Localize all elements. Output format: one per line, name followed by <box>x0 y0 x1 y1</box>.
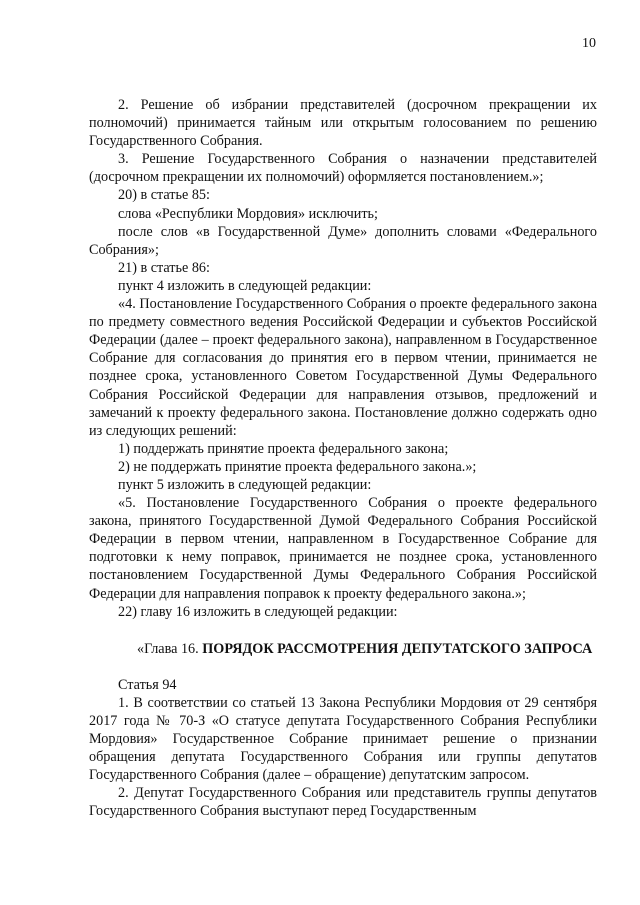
paragraph: 1) поддержать принятие проекта федерального закона; <box>118 440 449 457</box>
chapter-prefix: «Глава 16. <box>137 640 199 657</box>
paragraph: 2. Решение об избрании представителей (досрочном прекращении их полномочий) принимается тайным или открытым голосованием по решению Государственного Собрания. <box>89 97 597 150</box>
chapter-title: ПОРЯДОК РАССМОТРЕНИЯ ДЕПУТАТСКОГО ЗАПРОСА <box>202 640 593 657</box>
paragraph: 22) главу 16 изложить в следующей редакции: <box>118 603 398 620</box>
paragraph: слова «Республики Мордовия» исключить; <box>118 205 378 222</box>
paragraph: «4. Постановление Государственного Собрания о проекте федерального закона по предмету совместного ведения Российской Федерации и субъектов Российской Федерации (далее – проект федерального закона), направленном в Государственное Собрание для согласования до принятия его в первом чтении, принимается не позднее срока, установленного Советом Государственной Думы Федерального Собрания Российской Федерации для направления отзывов, предложений и замечаний к проекту федерального закона. Постановление должно содержать одно из следующих решений: <box>89 296 597 439</box>
paragraph: пункт 5 изложить в следующей редакции: <box>118 476 372 493</box>
article-label: Статья 94 <box>118 676 177 693</box>
page-number: 10 <box>582 36 596 51</box>
paragraph: 1. В соответствии со статьей 13 Закона Республики Мордовия от 29 сентября 2017 года № 70-З «О статусе депутата Государственного Собрания Республики Мордовия» Государственное Собрание принимает решение о признании обращения депутата Государственного Собрания или группы депутатов Государственного Собрания (далее – обращение) депутатским запросом. <box>89 694 597 784</box>
paragraph: 2) не поддержать принятие проекта федерального закона.»; <box>118 458 477 475</box>
paragraph: пункт 4 изложить в следующей редакции: <box>118 277 372 294</box>
paragraph: 20) в статье 85: <box>118 187 210 204</box>
paragraph: «5. Постановление Государственного Собрания о проекте федерального закона, принятого Государственной Думой Федерального Собрания Российской Федерации в первом чтении, направленном в Государственное Собрание для подготовки к нему поправок, принимается не позднее срока, установленного постановлением Государственной Думы Федерального Собрания Российской Федерации для направления поправок к проекту федерального закона.»; <box>89 495 597 602</box>
paragraph: 21) в статье 86: <box>118 259 210 276</box>
document-body <box>89 96 597 821</box>
chapter-heading <box>89 640 597 658</box>
paragraph: 2. Депутат Государственного Собрания или представитель группы депутатов Государственного Собрания выступают перед Государственным <box>89 785 597 820</box>
paragraph: 3. Решение Государственного Собрания о назначении представителей (досрочном прекращении их полномочий) оформляется постановлением.»; <box>89 151 597 186</box>
paragraph: после слов «в Государственной Думе» дополнить словами «Федерального Собрания»; <box>89 223 597 258</box>
